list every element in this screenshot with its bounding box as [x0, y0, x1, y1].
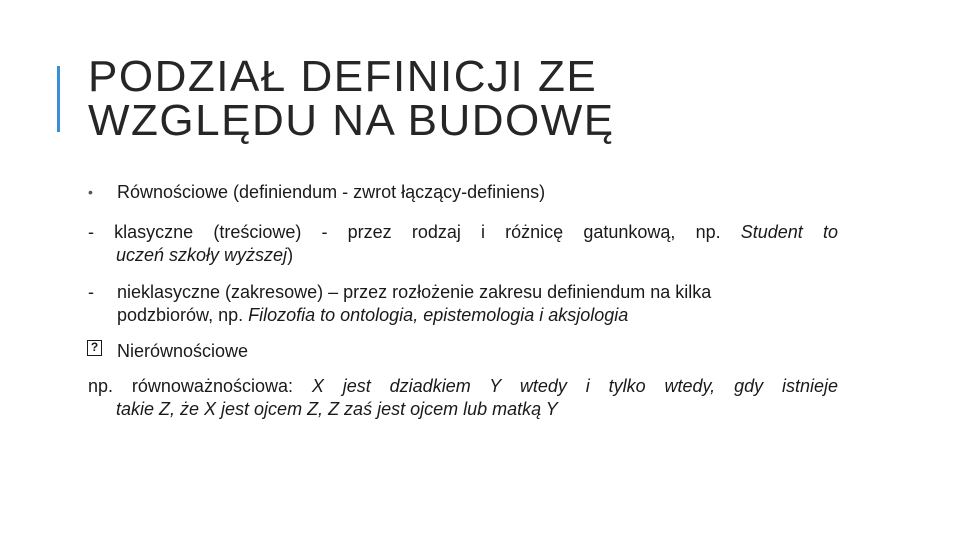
- nieklasyczne-lead: podzbiorów, np.: [117, 305, 249, 325]
- klasyczne-example-1: Student to: [740, 222, 838, 242]
- bullet-dot-icon: •: [88, 184, 93, 200]
- nieklasyczne-example: Filozofia to ontologia, epistemologia i aksjologia: [248, 305, 629, 325]
- przyklad-lead: np. równoważnościowa:: [88, 376, 312, 396]
- klasyczne-line-2: [88, 244, 838, 267]
- dash-bullet-icon: -: [88, 282, 94, 302]
- title-line-2: WZGLĘDU NA BUDOWĘ: [88, 96, 615, 145]
- nieklasyczne-block: [117, 281, 837, 327]
- bullet-nierownosciowe: Nierównościowe: [117, 341, 249, 361]
- klasyczne-block: [88, 221, 838, 267]
- nieklasyczne-line-2: [117, 304, 837, 327]
- klasyczne-close: ): [287, 245, 294, 265]
- klasyczne-lead: - klasyczne (treściowe) - przez rodzaj i różnicę gatunkową, np.: [88, 222, 721, 242]
- przyklad-block: [88, 375, 838, 421]
- nieklasyczne-line-1: nieklasyczne (zakresowe) – przez rozłożenie zakresu definiendum na kilka: [117, 282, 712, 302]
- przyklad-italic-1: X jest dziadkiem Y wtedy i tylko wtedy, gdy istnieje: [311, 376, 838, 396]
- title-accent-bar: [57, 66, 60, 132]
- klasyczne-example-2: uczeń szkoły wyższej: [116, 245, 288, 265]
- title-line-1: PODZIAŁ DEFINICJI ZE: [88, 52, 598, 101]
- przyklad-line-1: [88, 375, 838, 398]
- przyklad-line-2: takie Z, że X jest ojcem Z, Z zaś jest ojcem lub matką Y: [116, 399, 558, 419]
- bullet-rownosciowe: Równościowe (definiendum - zwrot łączący-definiens): [117, 182, 546, 202]
- box-bullet-icon: ?: [87, 340, 102, 356]
- slide-title: [88, 52, 615, 145]
- klasyczne-line-1: [88, 221, 838, 244]
